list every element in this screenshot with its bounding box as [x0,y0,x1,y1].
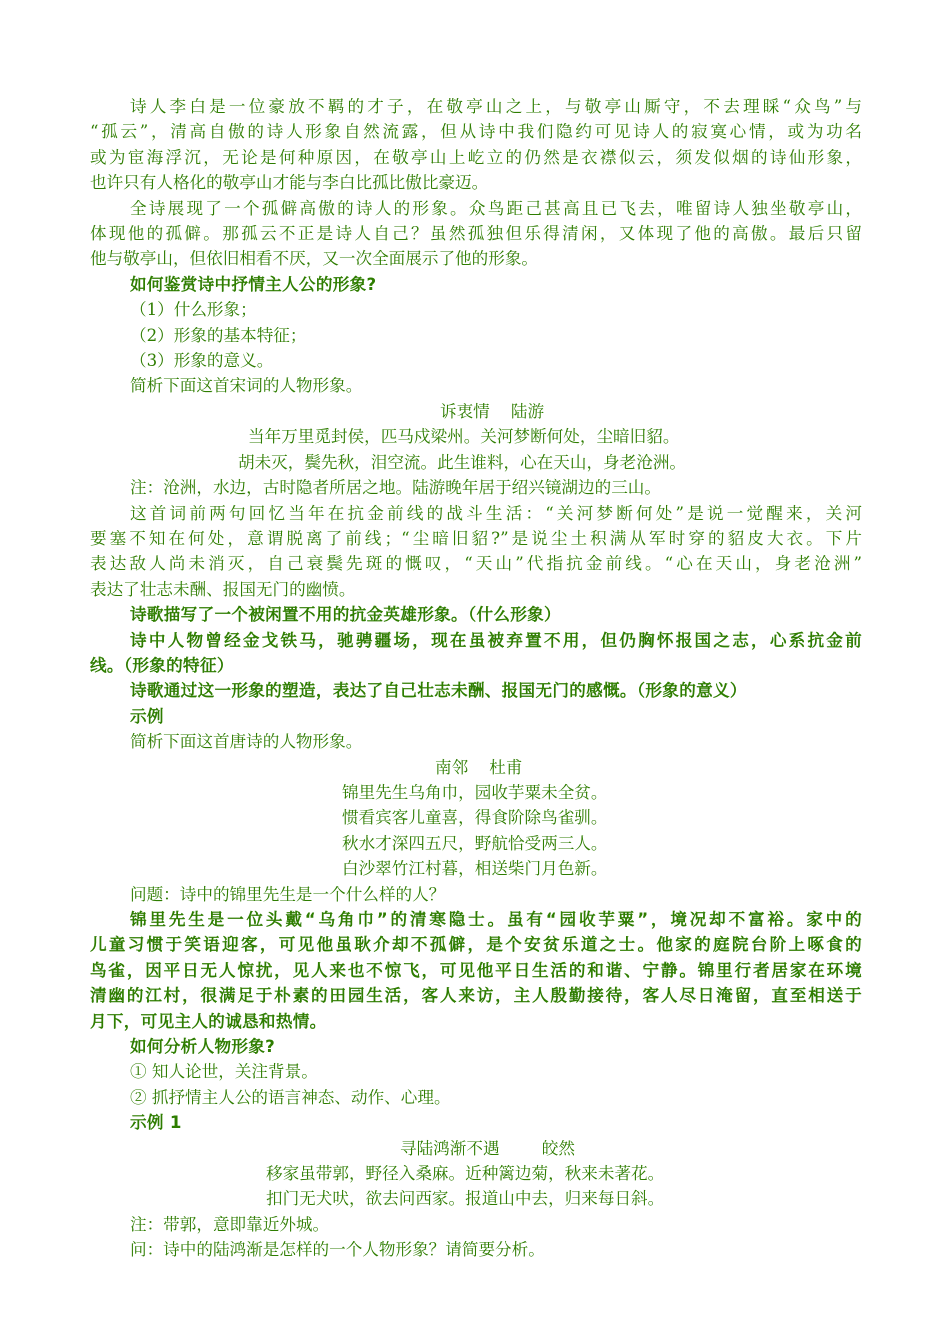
text-line: 简析下面这首宋词的人物形象。 [130,376,363,396]
text-line: 表达敌人尚未消灭，自己衰鬓先斑的慨叹，“天山”代指抗金前线。“心在天山，身老沧洲” [90,554,862,574]
text-line: （2）形象的基本特征； [130,325,307,345]
text-line: “孤云”，清高自傲的诗人形象自然流露，但从诗中我们隐约可见诗人的寂寞心情，或为功名 [90,122,862,142]
text-line: 或为宦海浮沉，无论是何种原因，在敬亭山上屹立的仍然是衣襟似云，须发似烟的诗仙形象， [90,147,862,167]
text-line: 月下，可见主人的诚恳和热情。 [90,1011,327,1031]
text-line: 表达了壮志未酬、报国无门的幽愤。 [90,579,356,599]
document-body [90,94,862,1263]
text-line: 要塞不知在何处，意谓脱离了前线；“尘暗旧貂?”是说尘土积满从军时穿的貂皮大衣。下片 [90,528,862,548]
text-line: 简析下面这首唐诗的人物形象。 [130,732,363,752]
text-line: ② 抓抒情主人公的语言神态、动作、心理。 [130,1087,451,1107]
text-line: 问题：诗中的锦里先生是一个什么样的人？ [130,884,446,904]
text-line: 惯看宾客儿童喜，得食阶除鸟雀驯。 [342,808,608,828]
text-line: ① 知人论世，关注背景。 [130,1062,318,1082]
text-line: （3）形象的意义。 [130,351,274,371]
text-line: 线。（形象的特征） [90,655,234,675]
text-line: 如何鉴赏诗中抒情主人公的形象? [130,274,377,294]
text-line: 注：沧洲，水边，古时隐者所居之地。陆游晚年居于绍兴镜湖边的三山。 [130,478,661,498]
text-line: 这首词前两句回忆当年在抗金前线的战斗生活：“关河梦断何处”是说一觉醒来，关河 [130,503,862,523]
text-line: 秋水才深四五尺，野航恰受两三人。 [342,833,608,853]
text-line: （1）什么形象； [130,300,257,320]
text-line: 寻陆鸿渐不遇 皎然 [400,1138,575,1158]
text-line: 示例 [130,706,164,726]
text-line: 诗人李白是一位豪放不羁的才子，在敬亭山之上，与敬亭山厮守，不去理睬“众鸟”与 [130,97,862,116]
text-line: 当年万里觅封侯，匹马戍梁州。关河梦断何处，尘暗旧貂。 [248,427,680,447]
text-line: 诗中人物曾经金戈铁马，驰骋疆场，现在虽被弃置不用，但仍胸怀报国之志，心系抗金前 [130,630,862,650]
text-line: 全诗展现了一个孤僻高傲的诗人的形象。众鸟距己甚高且已飞去，唯留诗人独坐敬亭山， [130,198,862,218]
text-line: 白沙翠竹江村暮，相送柴门月色新。 [342,859,608,879]
text-line: 诗歌描写了一个被闲置不用的抗金英雄形象。（什么形象） [130,605,561,625]
text-line: 锦里先生是一位头戴“乌角巾”的清寒隐士。虽有“园收芋粟”，境况却不富裕。家中的 [130,910,862,929]
text-line: 南邻 杜甫 [435,757,523,777]
text-line: 清幽的江村，很满足于朴素的田园生活，客人来访，主人殷勤接待，客人尽日淹留，直至相送于 [90,986,862,1006]
text-line: 锦里先生乌角巾，园收芋粟未全贫。 [342,782,608,802]
text-line: 问：诗中的陆鸿渐是怎样的一个人物形象？请简要分析。 [130,1240,545,1260]
text-line: 体现他的孤僻。那孤云不正是诗人自己？虽然孤独但乐得清闲，又体现了他的高傲。最后只留 [90,224,862,244]
text-line: 儿童习惯于笑语迎客，可见他虽耿介却不孤僻，是个安贫乐道之士。他家的庭院台阶上啄食的 [90,935,862,955]
text-line: 示例 1 [130,1113,182,1133]
text-line: 鸟雀，因平日无人惊扰，见人来也不惊飞，可见他平日生活的和谐、宁静。锦里行者居家在环境 [90,960,862,980]
text-line: 诉衷情 陆游 [440,401,545,421]
text-line: 移家虽带郭，野径入桑麻。近种篱边菊，秋来未著花。 [266,1164,665,1184]
text-line: 他与敬亭山，但依旧相看不厌，又一次全面展示了他的形象。 [90,249,539,269]
text-line: 诗歌通过这一形象的塑造，表达了自己壮志未酬、报国无门的感慨。（形象的意义） [130,681,747,701]
text-line: 扣门无犬吠，欲去问西家。报道山中去，归来每日斜。 [266,1189,665,1209]
text-line: 如何分析人物形象? [130,1037,276,1057]
text-line: 胡未灭，鬓先秋，泪空流。此生谁料，心在天山，身老沧洲。 [238,452,687,472]
text-line: 注：带郭，意即靠近外城。 [130,1214,330,1234]
text-line: 也许只有人格化的敬亭山才能与李白比孤比傲比豪迈。 [90,173,489,193]
